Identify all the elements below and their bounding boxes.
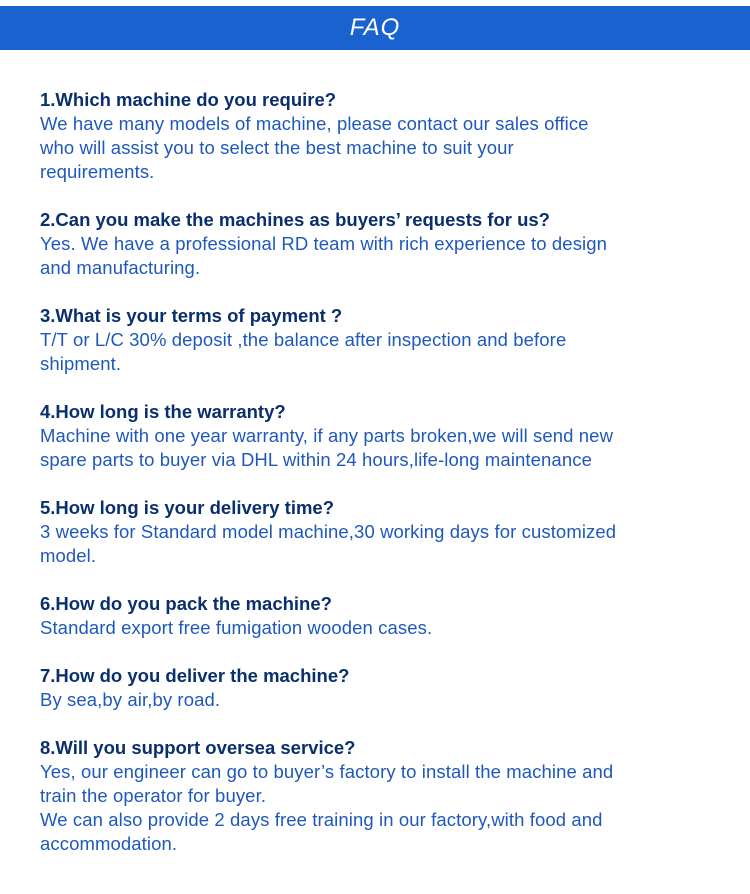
faq-item xyxy=(40,496,720,568)
faq-answer-line: shipment. xyxy=(40,353,122,374)
faq-item xyxy=(40,88,720,184)
faq-answer-line: model. xyxy=(40,545,97,566)
faq-answer-line: Yes. We have a professional RD team with rich experience to design xyxy=(40,233,608,254)
faq-item xyxy=(40,664,720,712)
faq-answer-line: who will assist you to select the best machine to suit your xyxy=(40,137,514,158)
faq-answer-line: accommodation. xyxy=(40,833,178,854)
faq-list xyxy=(40,88,720,856)
faq-header-banner xyxy=(0,6,750,50)
faq-answer-line: T/T or L/C 30% deposit ,the balance after inspection and before xyxy=(40,329,567,350)
faq-question: 6.How do you pack the machine? xyxy=(40,593,332,614)
page-title: FAQ xyxy=(349,14,401,41)
faq-question: 5.How long is your delivery time? xyxy=(40,497,335,518)
faq-answer-line: requirements. xyxy=(40,161,155,182)
faq-answer-line: By sea,by air,by road. xyxy=(40,689,221,710)
faq-item xyxy=(40,592,720,640)
faq-answer-line: spare parts to buyer via DHL within 24 hours,life-long maintenance xyxy=(40,449,592,470)
faq-item xyxy=(40,304,720,376)
faq-question: 7.How do you deliver the machine? xyxy=(40,665,350,686)
faq-question: 8.Will you support oversea service? xyxy=(40,737,356,758)
faq-answer-line: train the operator for buyer. xyxy=(40,785,267,806)
faq-answer-line: Machine with one year warranty, if any parts broken,we will send new xyxy=(40,425,614,446)
faq-question: 4.How long is the warranty? xyxy=(40,401,286,422)
faq-answer-line: 3 weeks for Standard model machine,30 working days for customized xyxy=(40,521,617,542)
faq-item xyxy=(40,400,720,472)
faq-answer-line: Standard export free fumigation wooden cases. xyxy=(40,617,433,638)
faq-item xyxy=(40,736,720,856)
faq-answer-line: We have many models of machine, please contact our sales office xyxy=(40,113,589,134)
faq-question: 2.Can you make the machines as buyers’ requests for us? xyxy=(40,209,550,230)
faq-answer-line: and manufacturing. xyxy=(40,257,201,278)
faq-answer-line: Yes, our engineer can go to buyer’s factory to install the machine and xyxy=(40,761,614,782)
faq-answer-line: We can also provide 2 days free training in our factory,with food and xyxy=(40,809,603,830)
faq-question: 1.Which machine do you require? xyxy=(40,89,337,110)
faq-item xyxy=(40,208,720,280)
faq-question: 3.What is your terms of payment ? xyxy=(40,305,343,326)
